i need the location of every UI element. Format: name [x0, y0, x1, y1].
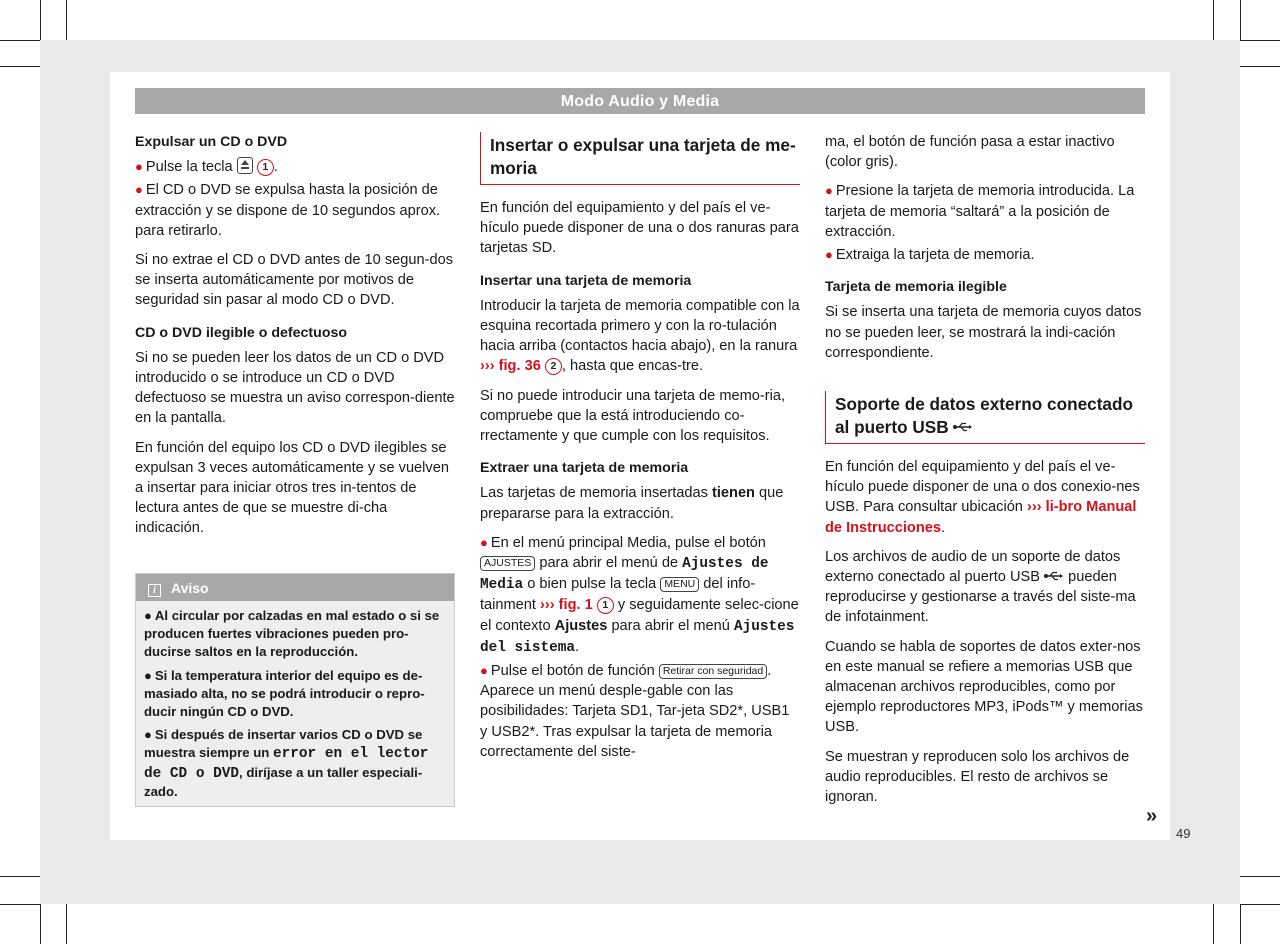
crop-mark	[0, 66, 40, 67]
paragraph: Cuando se habla de soportes de datos exter-nos en este manual se refiere a memorias USB que almacenan archivos reproducibles, como por ejemplo reproductores MP3, iPods™ y memorias USB.	[825, 638, 1143, 736]
list-item	[480, 661, 800, 762]
text: Soporte de datos externo conectado al puerto USB	[835, 394, 1133, 438]
text: o bien pulse la tecla	[527, 576, 657, 593]
text: Presione la tarjeta de memoria introducida. La tarjeta de memoria “saltará” a la posición de extracción.	[825, 183, 1135, 240]
continue-mark: »	[1146, 805, 1158, 827]
text: del info-tainment	[480, 576, 756, 614]
figure-link[interactable]: ››› fig. 1	[540, 597, 593, 614]
bullet-icon: ●	[135, 159, 143, 175]
text: Al circular por calzadas en mal estado o si se producen fuertes vibraciones pueden pro-ducirse saltos en la reproducción.	[144, 608, 440, 660]
text: .	[273, 159, 278, 176]
notice-item	[144, 726, 444, 801]
bullet-icon: ●	[825, 183, 833, 199]
list-item	[135, 157, 457, 177]
notice-body	[136, 601, 454, 801]
crop-mark	[1240, 40, 1280, 41]
column-1	[135, 132, 457, 548]
bullet-icon: ●	[144, 727, 152, 743]
list-item	[135, 180, 457, 241]
crop-mark	[1213, 0, 1214, 40]
crop-mark	[1240, 904, 1241, 944]
text: Pulse el botón de función	[490, 663, 655, 680]
text: , diríjase a un taller especiali-zado.	[144, 764, 423, 799]
heading-insert-card: Insertar una tarjeta de memoria	[480, 272, 692, 289]
heading-unreadable-cd: CD o DVD ilegible o defectuoso	[135, 324, 348, 341]
code-text: error en el lector de CD o DVD	[144, 746, 429, 782]
crop-mark	[1240, 876, 1280, 877]
text: y seguidamente selec-cione el contexto	[480, 597, 799, 634]
crop-mark	[40, 904, 41, 944]
page-number: 49	[1176, 826, 1191, 841]
menu-key-label: MENU	[660, 577, 699, 592]
code-text: Ajustes de Media	[480, 556, 769, 594]
section-title-usb	[825, 391, 1145, 444]
paragraph	[480, 296, 800, 377]
paragraph: Si no extrae el CD o DVD antes de 10 segun-dos se inserta automáticamente por motivos de seguridad sin pasar al modo CD o DVD.	[135, 252, 453, 309]
text: .	[575, 638, 580, 655]
bold-text: tienen	[712, 485, 755, 502]
eject-key-icon	[237, 157, 253, 174]
settings-button-label: AJUSTES	[480, 556, 535, 571]
manual-link[interactable]: ››› li-bro Manual de Instrucciones	[825, 499, 1137, 536]
bullet-icon: ●	[825, 247, 833, 263]
list-item	[480, 533, 800, 658]
text: Introducir la tarjeta de memoria compatible con la esquina recortada primero y con la ro-tulación hacia arriba (contactos hacia abajo), en la ranura	[480, 297, 800, 355]
bullet-icon: ●	[135, 182, 143, 198]
bullet-icon: ●	[480, 534, 488, 550]
paragraph: En función del equipo los CD o DVD ilegibles se expulsan 3 veces automáticamente y se vuelven a insertar para iniciar otros tres in-tentos de lectura antes de que se muestre di-cha indicación.	[135, 439, 449, 537]
text: En el menú principal Media, pulse el botón	[490, 534, 766, 551]
text: Si la temperatura interior del equipo es de-masiado alta, no se podrá introducir o repro-ducir ningún CD o DVD.	[144, 667, 425, 720]
paragraph: Si se inserta una tarjeta de memoria cuyos datos no se pueden leer, se mostrará la indi-cación correspondiente.	[825, 304, 1142, 361]
code-text: Ajustes del sistema	[480, 618, 795, 656]
bullet-icon: ●	[480, 663, 488, 679]
notice-header	[136, 574, 454, 601]
text: .	[940, 519, 946, 536]
usb-icon	[953, 422, 973, 432]
callout-number: 2	[545, 358, 562, 375]
paragraph: Si no se pueden leer los datos de un CD o DVD introducido o se introduce un CD o DVD defectuoso se muestra un aviso correspon-diente en la pantalla.	[135, 349, 455, 427]
text: Si después de insertar varios CD o DVD se muestra siempre un	[144, 727, 423, 761]
text: En función del equipamiento y del país el ve-hículo puede disponer de una o dos conexio-nes USB. Para consultar ubicación	[825, 459, 1140, 516]
notice-title: Aviso	[171, 580, 209, 596]
section-header-bar	[135, 88, 1145, 114]
crop-mark	[1213, 904, 1214, 944]
callout-number: 1	[597, 597, 614, 614]
crop-mark	[0, 40, 40, 41]
column-2	[480, 132, 800, 765]
crop-mark	[66, 904, 67, 944]
text: para abrir el menú	[611, 617, 730, 634]
text: Las tarjetas de memoria insertadas	[480, 485, 708, 502]
usb-icon	[1044, 571, 1064, 581]
crop-mark	[40, 0, 41, 40]
info-icon: i	[148, 584, 161, 597]
list-item	[825, 181, 1145, 242]
safe-remove-button-label: Retirar con seguridad	[659, 664, 767, 679]
section-title-memory-card: Insertar o expulsar una tarjeta de me-moria	[480, 132, 800, 185]
paragraph	[480, 483, 800, 523]
bullet-icon: ●	[144, 608, 152, 623]
crop-mark	[0, 904, 40, 905]
text: El CD o DVD se expulsa hasta la posición de extracción y se dispone de 10 segundos aprox. para retirarlo.	[135, 182, 441, 239]
crop-mark	[66, 0, 67, 40]
bullet-icon: ●	[144, 667, 152, 683]
text: Pulse la tecla	[145, 159, 233, 176]
text: Extraiga la tarjeta de memoria.	[835, 247, 1035, 264]
text: , hasta que encas-tre.	[561, 358, 704, 375]
crop-mark	[1240, 66, 1280, 67]
paragraph	[825, 547, 1145, 628]
notice-item	[144, 667, 444, 722]
paragraph: ma, el botón de función pasa a estar inactivo (color gris).	[825, 134, 1115, 171]
header-title: Modo Audio y Media	[560, 93, 720, 110]
column-3	[825, 132, 1145, 816]
text: para abrir el menú de	[539, 555, 679, 572]
callout-number: 1	[257, 159, 274, 176]
paragraph: Se muestran y reproducen solo los archivos de audio reproducibles. El resto de archivos se ignoran.	[825, 748, 1130, 806]
bold-text: Ajustes	[554, 617, 608, 634]
figure-link[interactable]: ››› fig. 36	[480, 358, 541, 375]
notice-item	[144, 607, 444, 662]
crop-mark	[1240, 0, 1241, 40]
text: que prepararse para la extracción.	[480, 485, 784, 522]
text: pueden reproducirse y gestionarse a través del siste-ma de infotainment.	[825, 569, 1136, 626]
heading-unreadable-card: Tarjeta de memoria ilegible	[825, 279, 1007, 296]
text: Los archivos de audio de un soporte de datos externo conectado al puerto USB	[825, 548, 1121, 586]
paragraph: En función del equipamiento y del país el ve-hículo puede disponer de una o dos ranuras para tarjetas SD.	[480, 200, 799, 257]
paragraph	[825, 457, 1145, 538]
text: . Aparece un menú desple-gable con las posibilidades: Tarjeta SD1, Tar-jeta SD2*, USB1 y USB2*. Tras expulsar la tarjeta de memoria correctamente del siste-	[480, 663, 790, 760]
list-item	[825, 245, 1145, 265]
heading-eject-cd: Expulsar un CD o DVD	[135, 134, 288, 150]
paragraph: Si no puede introducir una tarjeta de memo-ria, compruebe que la está introduciendo co-rrectamente y que cumple con los requisitos.	[480, 387, 786, 445]
notice-box	[135, 573, 455, 807]
heading-eject-card: Extraer una tarjeta de memoria	[480, 460, 689, 477]
crop-mark	[0, 876, 40, 877]
crop-mark	[1240, 904, 1280, 905]
